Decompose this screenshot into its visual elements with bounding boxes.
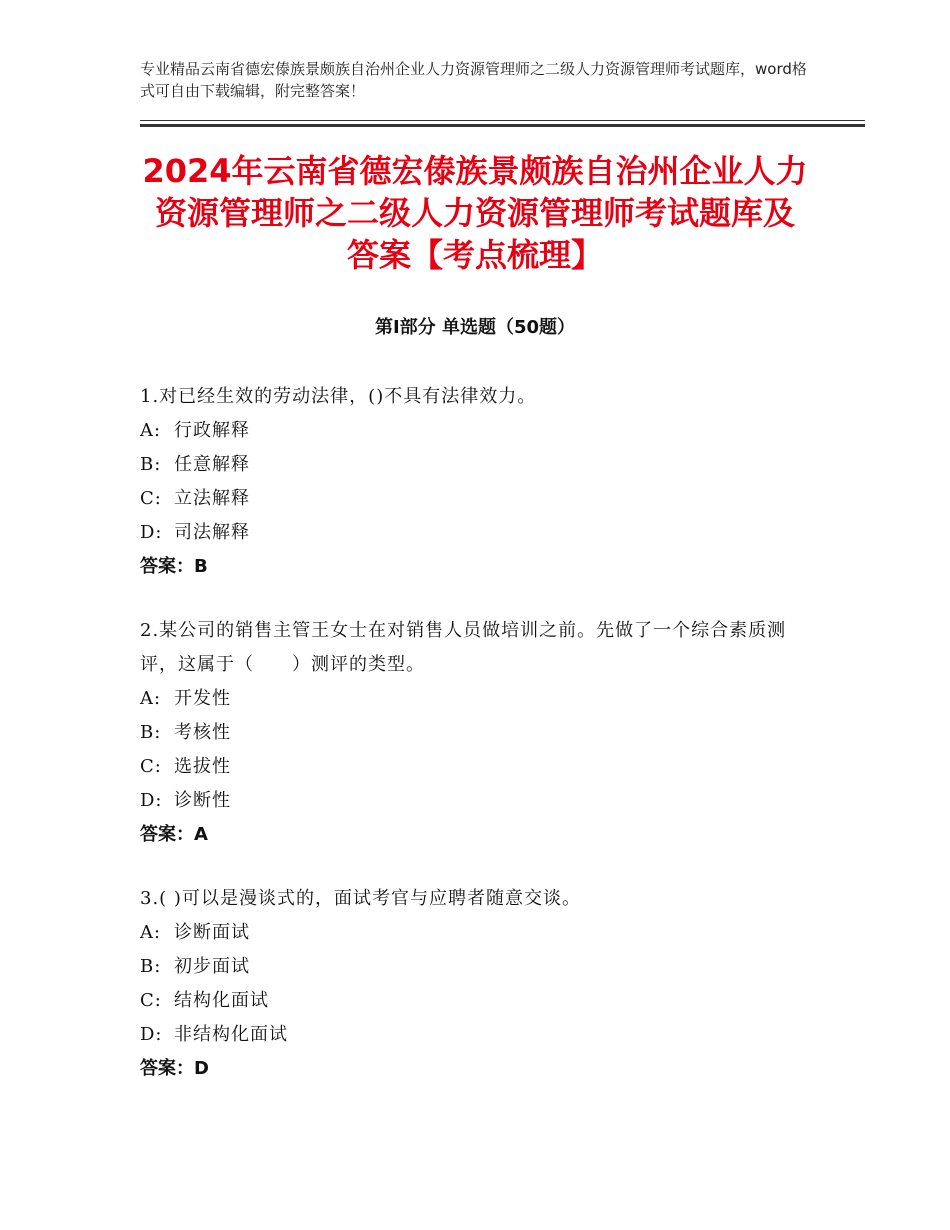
- option-a: [140, 916, 810, 950]
- option-b: [140, 950, 810, 984]
- option-letter: C:: [140, 488, 162, 509]
- option-a: [140, 414, 810, 448]
- header-divider-thick: [140, 124, 865, 127]
- option-c: [140, 750, 810, 784]
- option-text: 司法解释: [174, 522, 250, 543]
- option-d: [140, 516, 810, 550]
- option-text: 任意解释: [174, 454, 250, 475]
- question-3: [140, 882, 810, 1086]
- question-2: [140, 614, 810, 852]
- option-letter: C:: [140, 756, 162, 777]
- option-text: 初步面试: [174, 956, 250, 977]
- option-letter: C:: [140, 990, 162, 1011]
- option-text: 立法解释: [174, 488, 250, 509]
- option-b: [140, 448, 810, 482]
- option-letter: A:: [140, 922, 162, 943]
- option-b: [140, 716, 810, 750]
- option-text: 诊断性: [174, 790, 231, 811]
- question-stem: 2.某公司的销售主管王女士在对销售人员做培训之前。先做了一个综合素质测评，这属于（ ）测评的类型。: [140, 620, 787, 675]
- option-letter: A:: [140, 688, 162, 709]
- option-a: [140, 682, 810, 716]
- option-text: 行政解释: [174, 420, 250, 441]
- option-c: [140, 984, 810, 1018]
- option-letter: D:: [140, 522, 163, 543]
- option-letter: B:: [140, 722, 162, 743]
- option-d: [140, 784, 810, 818]
- section-title: 第Ⅰ部分 单选题（50题）: [374, 317, 575, 338]
- option-text: 考核性: [174, 722, 231, 743]
- answer: 答案：B: [140, 556, 208, 577]
- question-1: [140, 380, 810, 584]
- option-d: [140, 1018, 810, 1052]
- option-text: 非结构化面试: [174, 1024, 288, 1045]
- option-text: 选拔性: [174, 756, 231, 777]
- header-divider-thin: [140, 120, 865, 121]
- option-text: 诊断面试: [174, 922, 250, 943]
- option-c: [140, 482, 810, 516]
- option-letter: D:: [140, 790, 163, 811]
- option-letter: B:: [140, 454, 162, 475]
- document-title: 2024年云南省德宏傣族景颇族自治州企业人力资源管理师之二级人力资源管理师考试题库及答案【考点梳理】: [142, 152, 808, 274]
- answer: 答案：D: [140, 1058, 209, 1079]
- option-letter: D:: [140, 1024, 163, 1045]
- question-stem: 3.( )可以是漫谈式的，面试考官与应聘者随意交谈。: [140, 888, 581, 909]
- question-list: [140, 380, 810, 1086]
- answer: 答案：A: [140, 824, 208, 845]
- option-letter: B:: [140, 956, 162, 977]
- header-note: 专业精品云南省德宏傣族景颇族自治州企业人力资源管理师之二级人力资源管理师考试题库，word格式可自由下载编辑，附完整答案！: [140, 60, 807, 100]
- question-stem: 1.对已经生效的劳动法律，()不具有法律效力。: [140, 386, 537, 407]
- option-text: 开发性: [174, 688, 231, 709]
- option-text: 结构化面试: [174, 990, 269, 1011]
- option-letter: A:: [140, 420, 162, 441]
